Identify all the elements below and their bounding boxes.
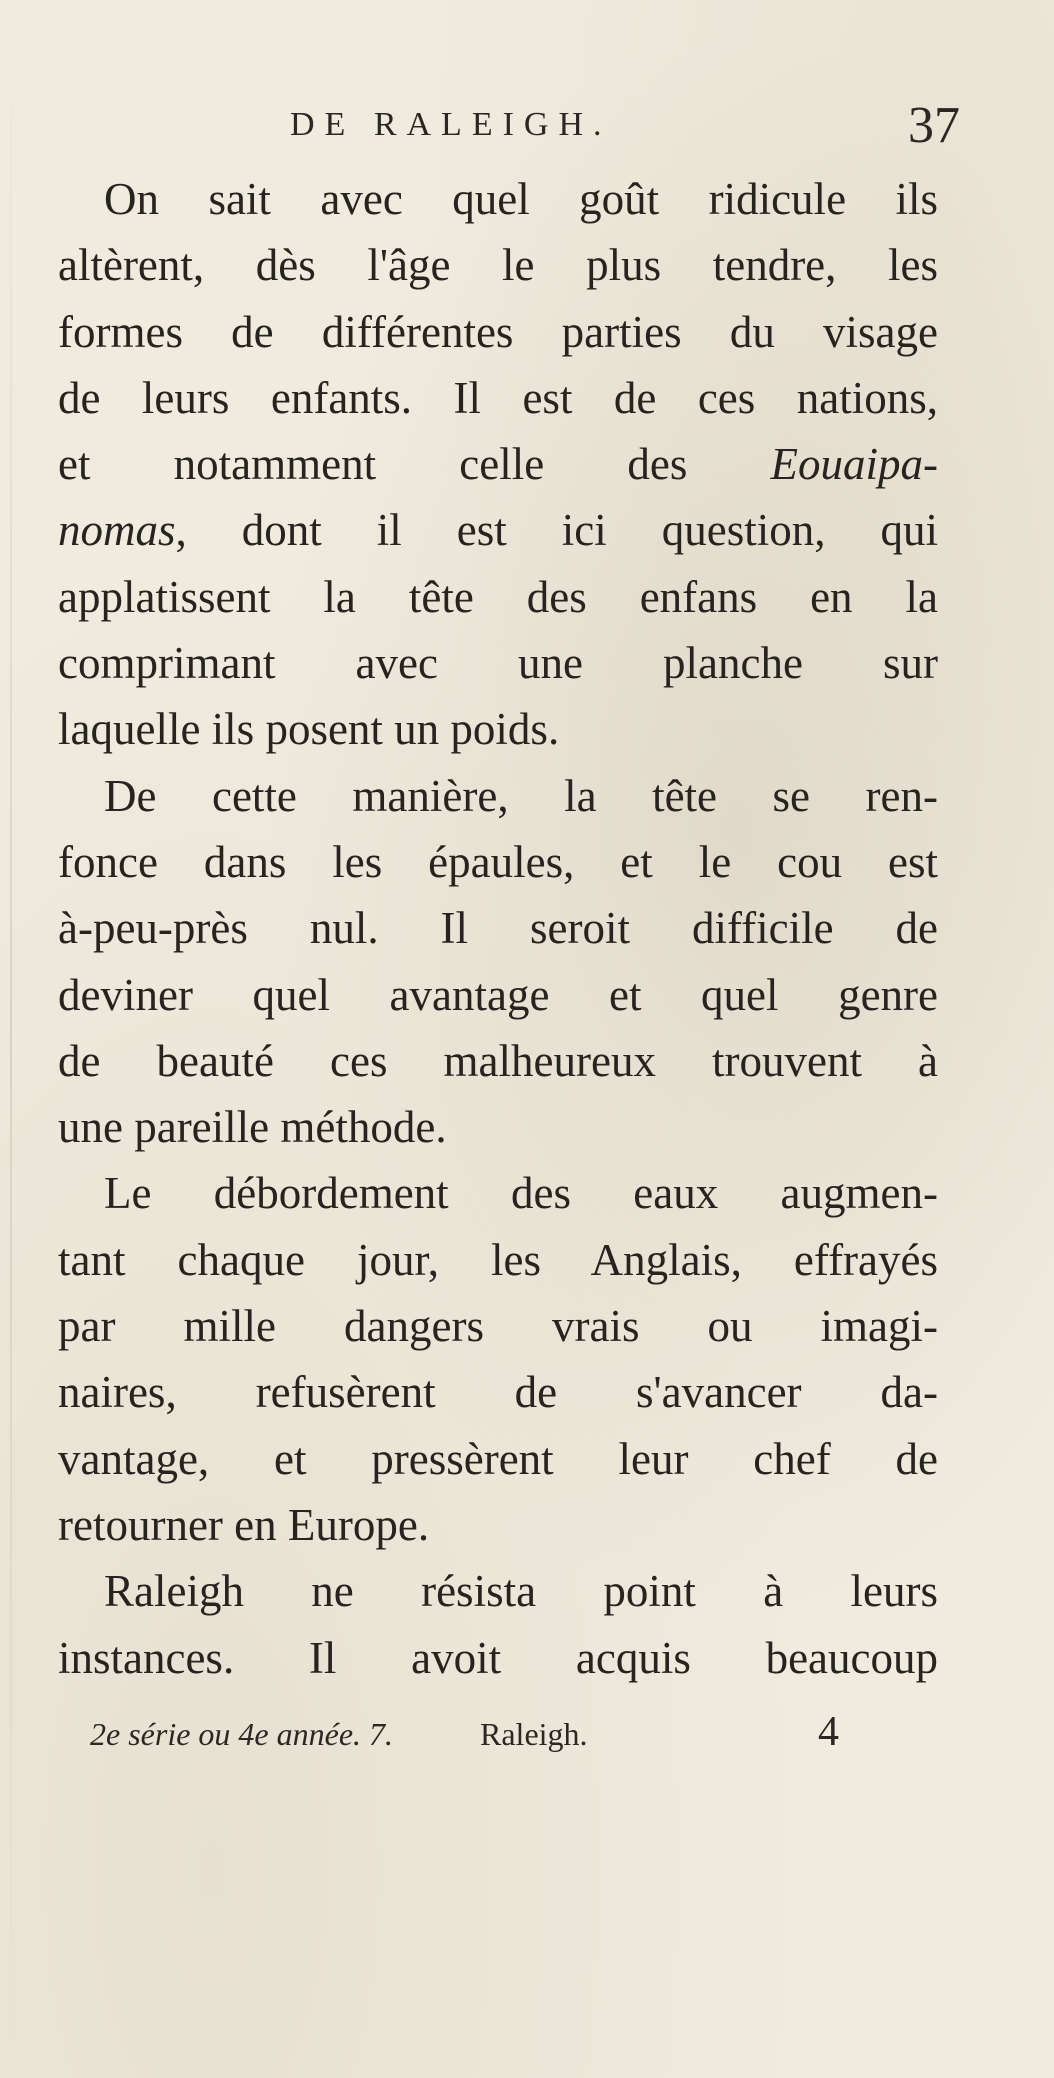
text-line: de beauté ces malheureux trouvent à [58,1035,938,1086]
text-line: formes de différentes parties du visage [58,306,938,357]
text-line: par mille dangers vrais ou imagi- [58,1301,938,1352]
text-line: laquelle ils posent un poids. [58,704,560,755]
page-number: 37 [908,97,960,154]
running-title: DE RALEIGH. [290,106,612,143]
signature-name: Raleigh. [480,1716,588,1752]
text-line: fonce dans les épaules, et le cou est [58,836,938,887]
text-line: tant chaque jour, les Anglais, effrayés [58,1234,938,1285]
printer-signature [90,1708,850,1758]
text-line: de leurs enfants. Il est de ces nations, [58,372,938,423]
text-line: altèrent, dès l'âge le plus tendre, les [58,240,938,291]
page-fold-shadow [10,0,12,2078]
text-line: Le débordement des eaux augmen- [104,1168,938,1219]
text-line: deviner quel avantage et quel genre [58,969,938,1020]
signature-number: 4 [818,1709,839,1755]
text-line: à-peu-près nul. Il seroit difficile de [58,903,938,954]
text-line: On sait avec quel goût ridicule ils [104,174,938,224]
text-line-with-italic [58,431,938,497]
italic-term: Eouaipa- [770,439,938,490]
italic-term: nomas [58,505,176,556]
text-line: comprimant avec une planche sur [58,638,938,689]
text-line: naires, refusèrent de s'avancer da- [58,1367,938,1418]
text-line: retourner en Europe. [58,1499,430,1550]
text-line: vantage, et pressèrent leur chef de [58,1433,938,1484]
text-line: Raleigh ne résista point à leurs [104,1566,938,1617]
text-line: instances. Il avoit acquis beaucoup [58,1632,938,1683]
text-line: une pareille méthode. [58,1102,447,1153]
running-head [60,96,960,156]
text-line-with-italic [58,497,938,563]
body-text [58,166,938,1691]
signature-series: 2e série ou 4e année. 7. [90,1716,394,1752]
text-line: applatissent la tête des enfans en la [58,571,938,622]
text-fragment: , dont il est ici question, qui [175,505,938,556]
text-line: De cette manière, la tête se ren- [104,770,938,821]
text-fragment: et notamment celle des [58,439,771,490]
